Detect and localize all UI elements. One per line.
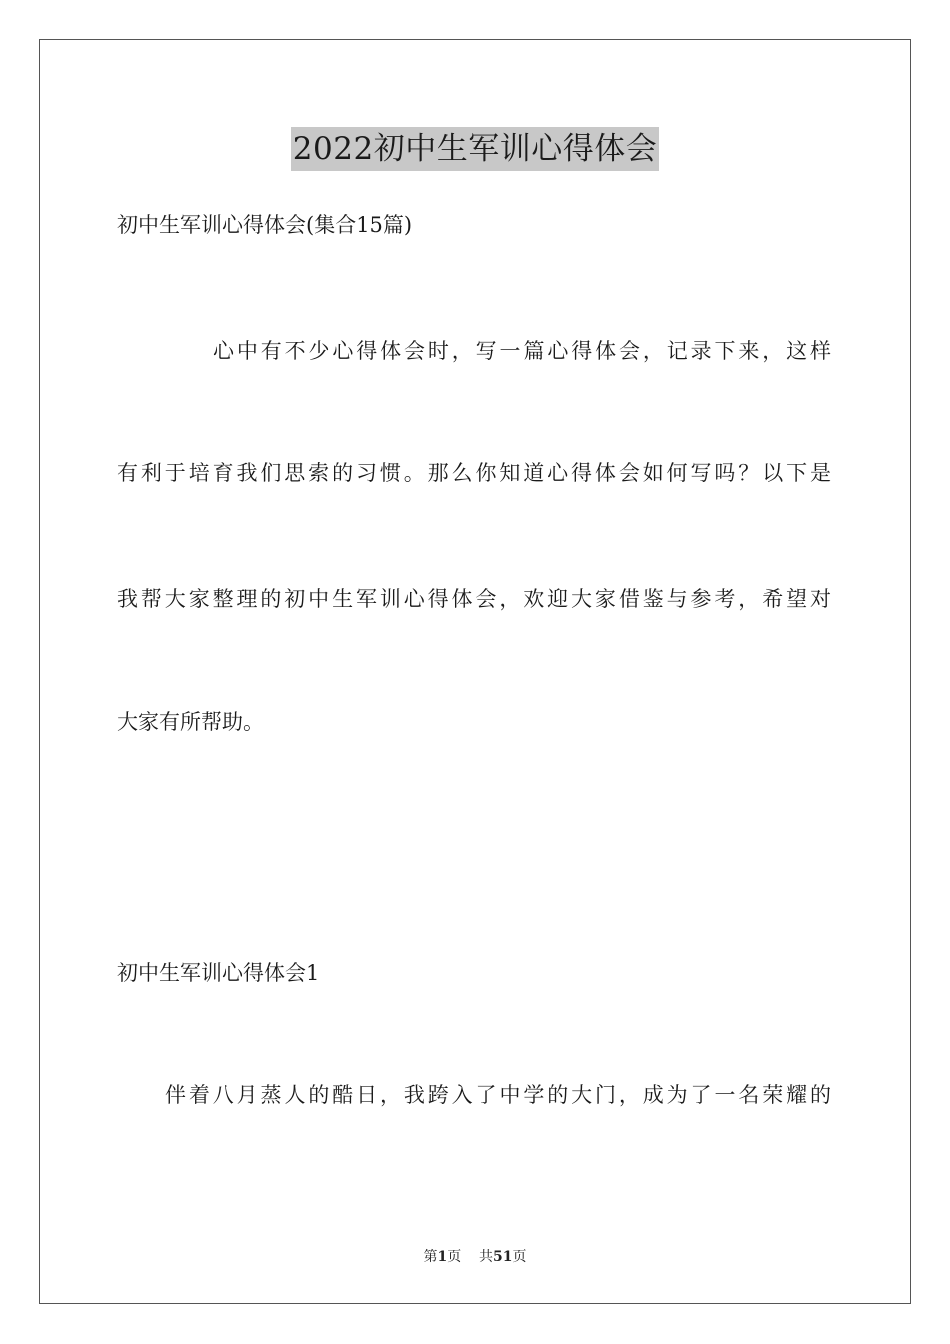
footer-current-page: 1 (437, 1249, 448, 1265)
intro-line-3: 我帮大家整理的初中生军训心得体会，欢迎大家借鉴与参考，希望对 (117, 587, 831, 611)
footer-total-prefix: 共 (479, 1249, 494, 1265)
document-subtitle: 初中生军训心得体会(集合15篇) (117, 213, 413, 237)
section-paragraph-line-1: 伴着八月蒸人的酷日，我跨入了中学的大门，成为了一名荣耀的 (165, 1083, 831, 1107)
footer-total-pages: 51 (493, 1249, 513, 1265)
document-title: 2022初中生军训心得体会 (291, 127, 659, 171)
page-footer (0, 1247, 950, 1267)
intro-line-2: 有利于培育我们思索的习惯。那么你知道心得体会如何写吗？以下是 (117, 461, 831, 485)
footer-page-prefix: 第 (423, 1249, 438, 1265)
footer-total-unit: 页 (512, 1249, 527, 1265)
section-heading: 初中生军训心得体会1 (117, 961, 320, 985)
footer-page-unit: 页 (447, 1249, 462, 1265)
title-wrap (0, 127, 950, 171)
intro-line-1: 心中有不少心得体会时，写一篇心得体会，记录下来，这样 (213, 339, 831, 363)
intro-line-4: 大家有所帮助。 (117, 710, 264, 734)
